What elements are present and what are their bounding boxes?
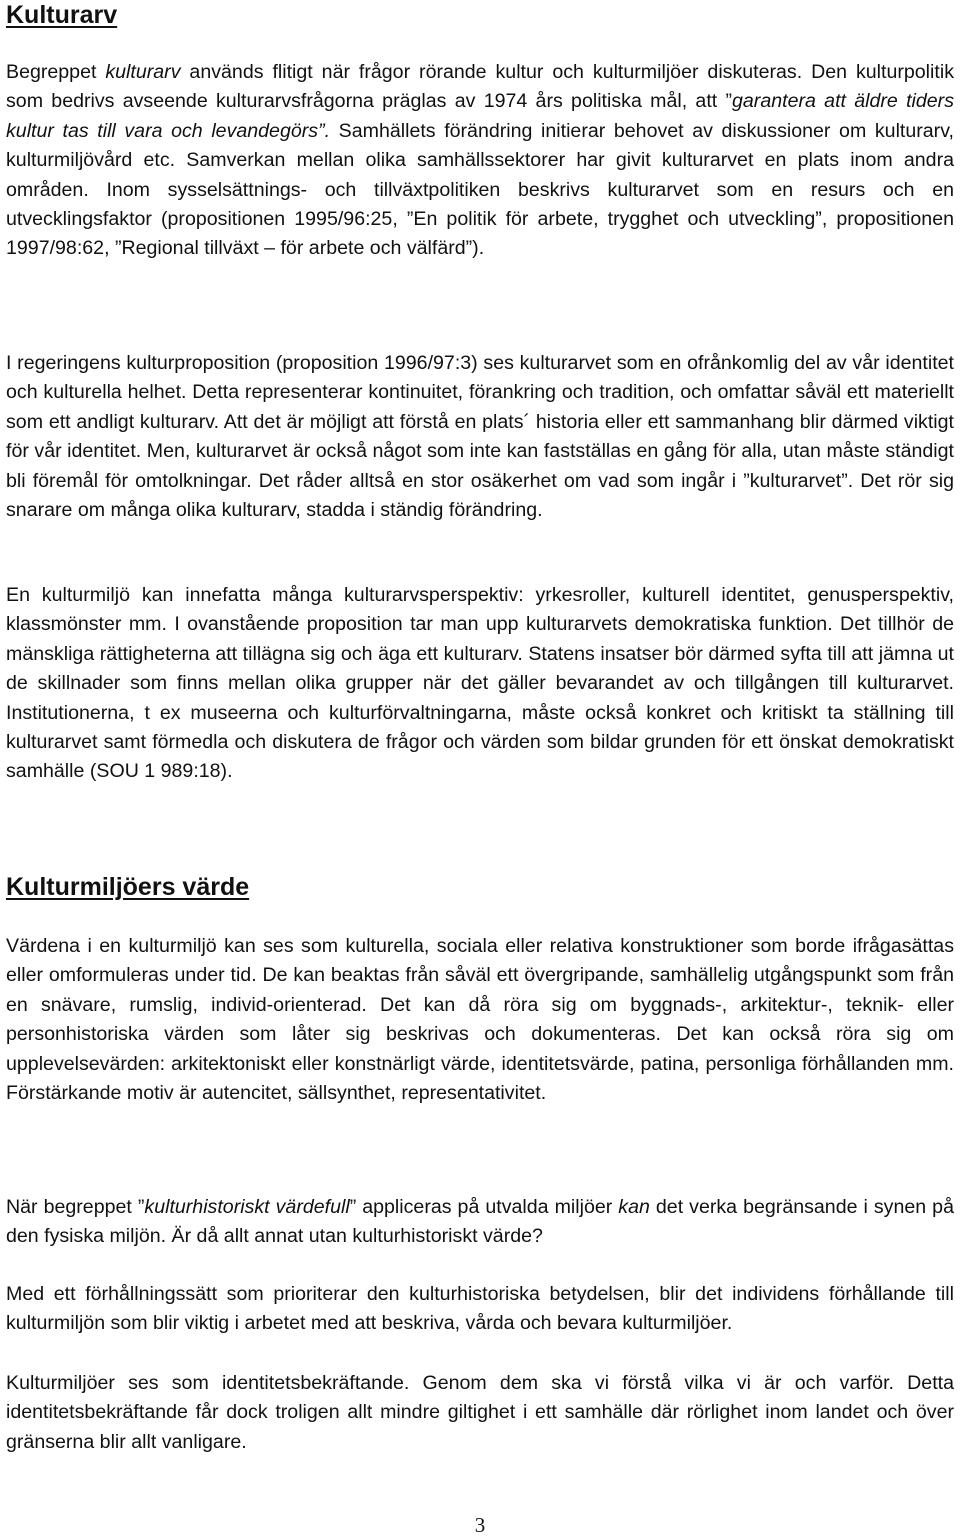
- paragraph: [6, 58, 954, 264]
- text-run: Värdena i en kulturmiljö kan ses som kulturella, sociala eller relativa konstruktioner som borde ifrågasättas eller omformuleras under tid. De kan beaktas från såväl ett övergripande, samhällelig utgångspunkt som från en snävare, rumslig, individ-orienterad. Det kan då röra sig om byggnads-, arkitektur-, teknik- eller personhistoriska värden som låter sig beskrivas och dokumenteras. Det kan också röra sig om upplevelsevärden: arkitektoniskt eller konstnärligt värde, identitetsvärde, patina, personliga förhållanden mm. Förstärkande motiv är autencitet, sällsynthet, representativitet.: [6, 935, 954, 1105]
- text-run-italic: kulturarv: [105, 61, 181, 83]
- text-run: När begreppet ”: [6, 1196, 145, 1218]
- page-number: 3: [474, 1513, 486, 1537]
- text-run: Med ett förhållningssätt som prioriterar den kulturhistoriska betydelsen, blir det individens förhållande till kulturmiljön som blir viktig i arbetet med att beskriva, vårda och bevara kulturmiljöer.: [6, 1283, 954, 1335]
- text-run: används flitigt när frågor rörande kultur och kulturmiljöer diskuteras. Den kulturpolitik som bedrivs avseende kulturarvsfrågorna präglas av 1974 års politiska mål, att ”: [6, 61, 954, 113]
- section-heading-kulturmiljoers-varde: Kulturmiljöers värde: [6, 873, 250, 901]
- paragraph: [6, 1369, 954, 1457]
- paragraph: [6, 1280, 954, 1339]
- text-run: Samhällets förändring initierar behovet av diskussioner om kulturarv, kulturmiljövård etc. Samverkan mellan olika samhällssektorer har givit kulturarvet en plats inom andra områden. Inom sysselsättnings- och tillväxtpolitiken beskrivs kulturarvet som en resurs och en utvecklingsfaktor (propositionen 1995/96:25, ”En politik för arbete, trygghet och utveckling”, propositionen 1997/98:62, ”Regional tillväxt – för arbete och välfärd”).: [6, 119, 954, 260]
- text-run: ” appliceras på utvalda miljöer: [349, 1196, 619, 1218]
- paragraph: [6, 932, 954, 1108]
- text-run-italic: kan: [618, 1196, 650, 1218]
- paragraph: [6, 581, 954, 787]
- text-run: det verka begränsande i synen på den fysiska miljön. Är då allt annat utan kulturhistoriskt värde?: [6, 1196, 954, 1248]
- text-run: Kulturmiljöer ses som identitetsbekräftande. Genom dem ska vi förstå vilka vi är och varför. Detta identitetsbekräftande får dock troligen allt mindre giltighet i ett samhälle där rörlighet inom landet och över gränserna blir allt vanligare.: [6, 1372, 954, 1453]
- text-run-italic: garantera att äldre tiders kultur tas till vara och levandegörs”.: [6, 90, 954, 142]
- text-run-italic: kulturhistoriskt värdefull: [144, 1196, 350, 1218]
- section-heading-kulturarv: Kulturarv: [6, 1, 118, 29]
- paragraph: [6, 1193, 954, 1252]
- text-run: Begreppet: [6, 61, 106, 83]
- text-run: En kulturmiljö kan innefatta många kulturarvsperspektiv: yrkesroller, kulturell identitet, genusperspektiv, klassmönster mm. I ovanstående proposition tar man upp kulturarvets demokratiska funktion. Det tillhör de mänskliga rättigheterna att tillägna sig och äga ett kulturarv. Statens insatser bör därmed syfta till att jämna ut de skillnader som finns mellan olika grupper när det gäller bevarandet av och tillgången till kulturarvet. Institutionerna, t ex museerna och kulturförvaltningarna, måste också konkret och kritiskt ta ställning till kulturarvet samt förmedla och diskutera de frågor och värden som bildar grunden för ett önskat demokratiskt samhälle (SOU 1 989:18).: [6, 584, 954, 783]
- paragraph: [6, 349, 954, 525]
- text-run: I regeringens kulturproposition (proposition 1996/97:3) ses kulturarvet som en ofrånkomlig del av vår identitet och kulturella helhet. Detta representerar kontinuitet, förankring och tradition, och omfattar såväl ett materiellt som ett andligt kulturarv. Att det är möjligt att förstå en plats´ historia eller ett sammanhang blir därmed viktigt för vår identitet. Men, kulturarvet är också något som inte kan fastställas en gång för alla, utan måste ständigt bli föremål för omtolkningar. Det råder alltså en stor osäkerhet om vad som ingår i ”kulturarvet”. Det rör sig snarare om många olika kulturarv, stadda i ständig förändring.: [6, 352, 954, 522]
